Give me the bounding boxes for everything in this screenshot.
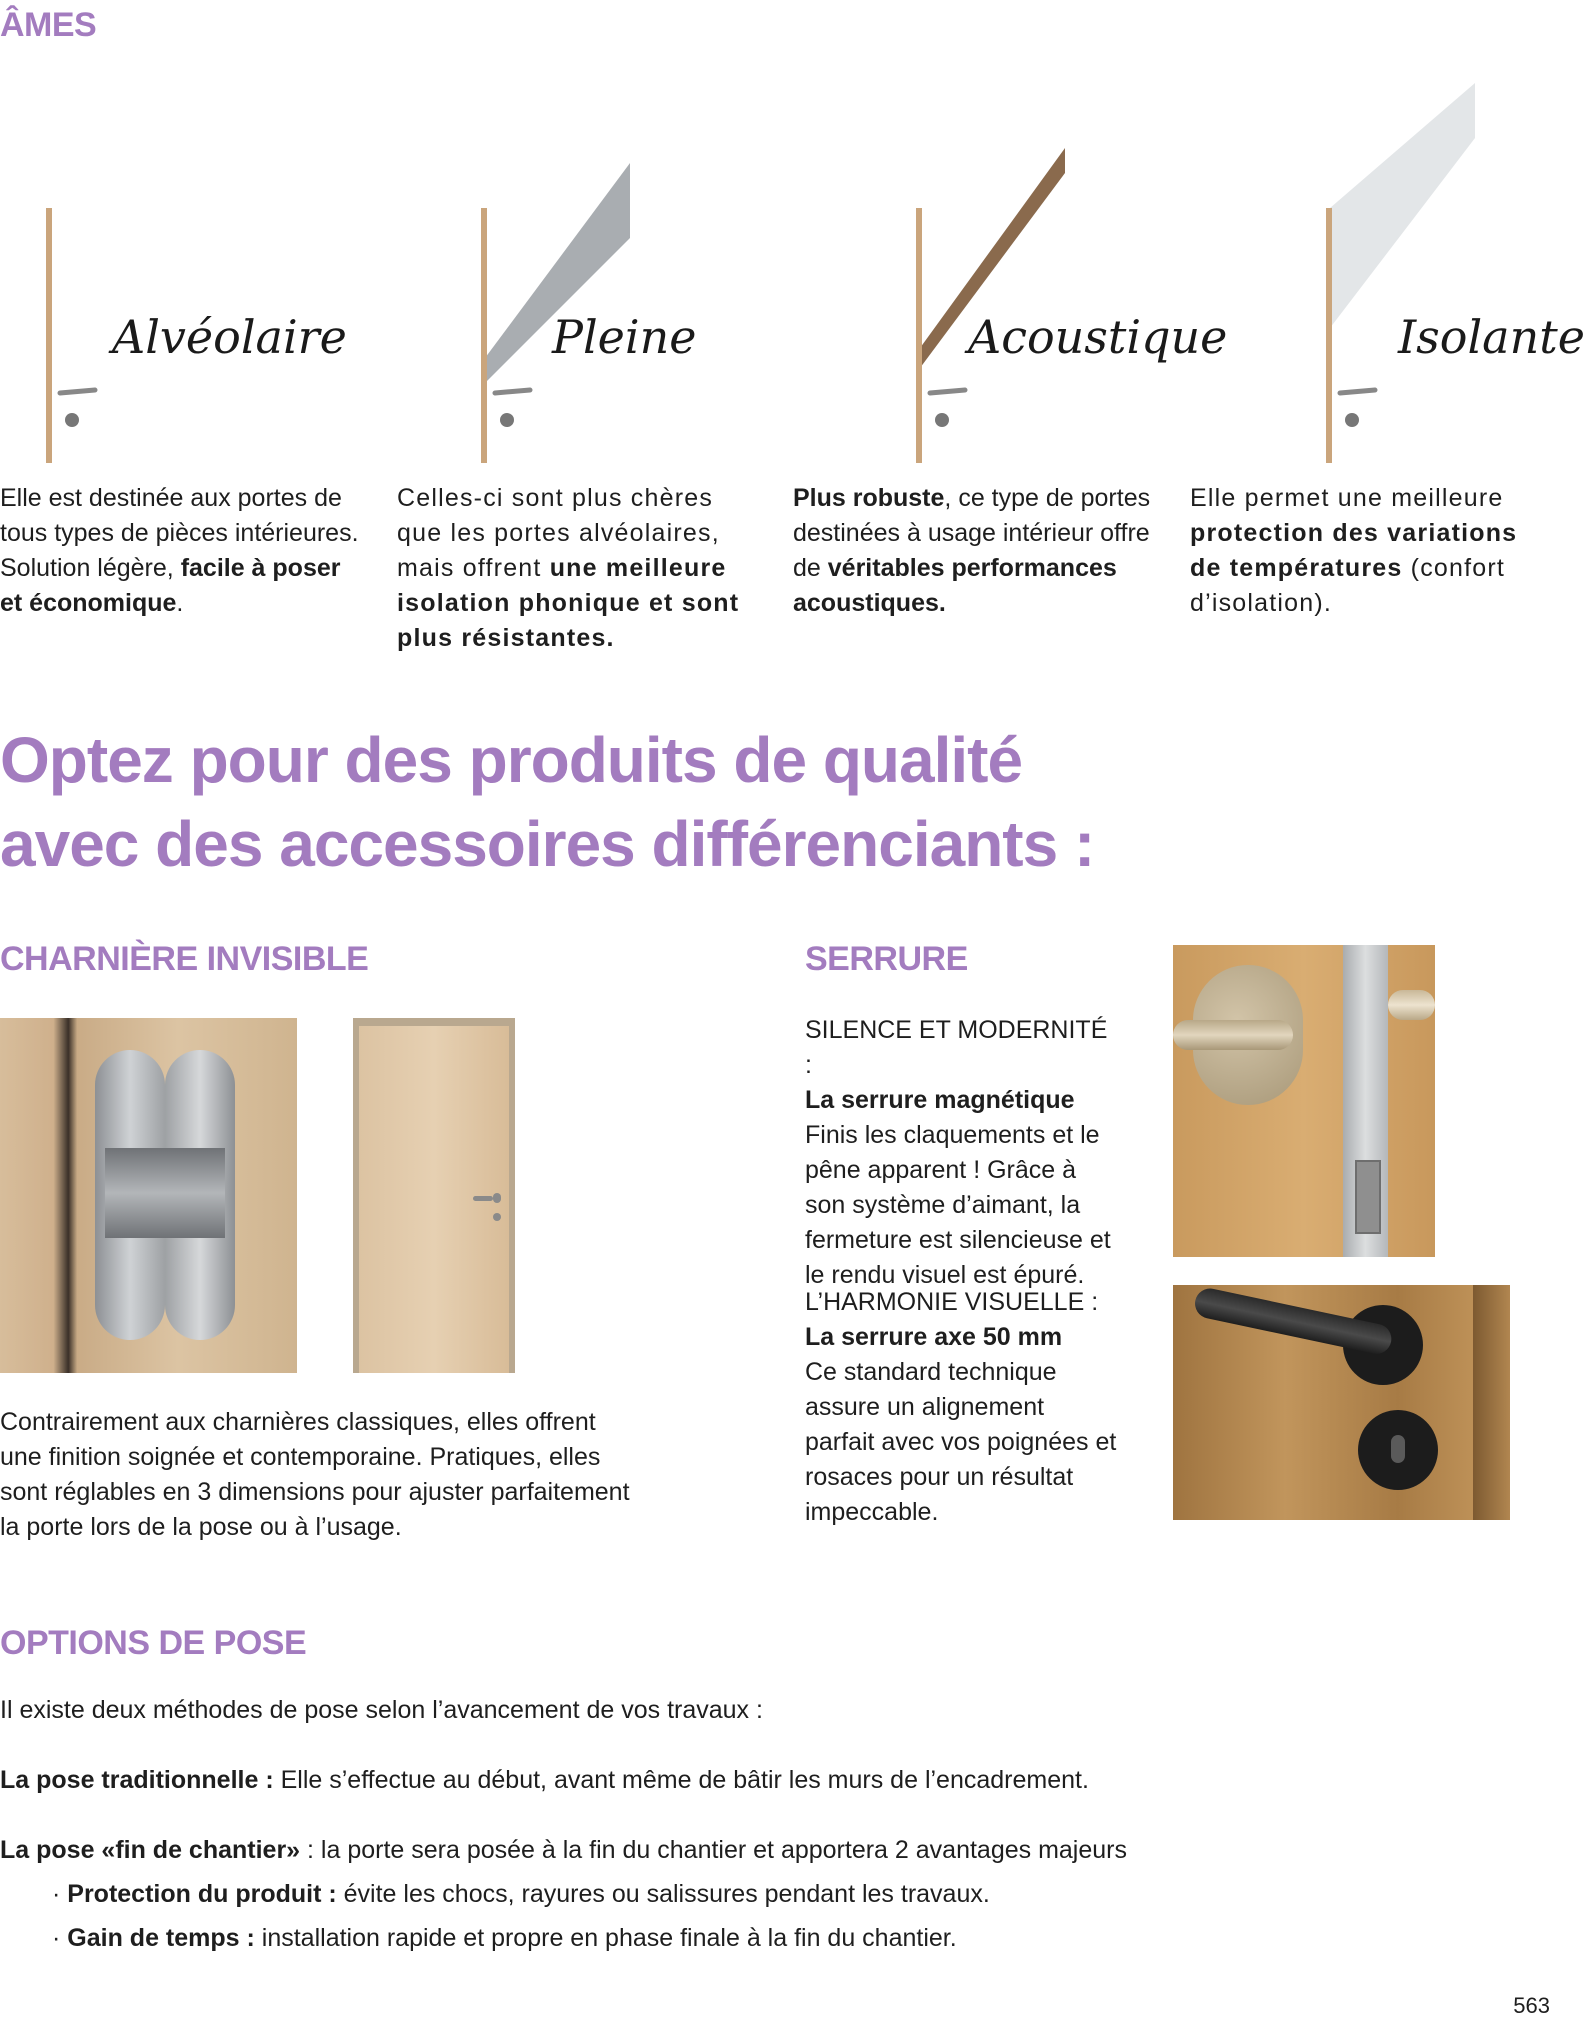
section-title-ames: ÂMES [0, 6, 97, 44]
hinge-description: Contrairement aux charnières classiques, elles offrent une finition soignée et contemporaine. Pratiques, elles sont réglables en 3 dimensions pour ajuster parfaitement la porte lors de la pose ou à l’usage. [0, 1408, 630, 1541]
lock-kicker-1: SILENCE ET MODERNITÉ : [805, 1016, 1108, 1079]
core-acoustique-image [910, 78, 1140, 473]
pose-fin-chantier: La pose «fin de chantier» : la porte sera posée à la fin du chantier et apportera 2 avantages majeurs [0, 1836, 1127, 1864]
core-caption-acoustique: Plus robuste, ce type de portes destinées à usage intérieur offre de véritables performances acoustiques. [793, 484, 1151, 617]
pose-traditionnelle-label: La pose traditionnelle : [0, 1766, 274, 1794]
pose-traditionnelle: La pose traditionnelle : Elle s’effectue au début, avant même de bâtir les murs de l’encadrement. [0, 1766, 1089, 1794]
core-label-isolante: Isolante [1398, 310, 1585, 364]
headline-line-2: avec des accessoires différenciants : [0, 808, 1095, 880]
lock-name-2: La serrure axe 50 mm [805, 1323, 1063, 1351]
lock-name-1: La serrure magnétique [805, 1086, 1075, 1114]
core-isolante-image [1320, 78, 1550, 473]
lock-text-2: Ce standard technique assure un alignement parfait avec vos poignées et rosaces pour un résultat impeccable. [805, 1358, 1117, 1526]
section-title-lock: SERRURE [805, 940, 968, 978]
core-label-alveolaire: Alvéolaire [112, 310, 347, 364]
core-caption-alveolaire: Elle est destinée aux portes de tous types de pièces intérieures. Solution légère, facile à poser et économique. [0, 484, 359, 617]
core-label-acoustique: Acoustique [968, 310, 1228, 364]
hinge-photo [0, 1018, 297, 1373]
lock-text-1: Finis les claquements et le pêne apparent ! Grâce à son système d’aimant, la fermeture est silencieuse et le rendu visuel est épuré. [805, 1121, 1111, 1289]
axe50-lock-photo [1173, 1285, 1510, 1520]
pose-bullet-gain: · Gain de temps : installation rapide et propre en phase finale à la fin du chantier. [52, 1924, 957, 1952]
pose-bullet-protection: · Protection du produit : évite les chocs, rayures ou salissures pendant les travaux. [52, 1880, 990, 1908]
page-number: 563 [1513, 1993, 1550, 2018]
section-title-hinge: CHARNIÈRE INVISIBLE [0, 940, 369, 978]
core-alveolaire-image [40, 78, 270, 473]
core-pleine-image [475, 78, 705, 473]
door-photo [353, 1018, 515, 1373]
core-caption-pleine: Celles-ci sont plus chères que les portes alvéolaires, mais offrent une meilleure isolation phonique et sont plus résistantes. [397, 484, 740, 652]
pose-fin-chantier-label: La pose «fin de chantier» [0, 1836, 301, 1864]
core-caption-isolante: Elle permet une meilleure protection des variations de températures (confort d’isolation). [1190, 484, 1518, 617]
lock-block-magnetic [805, 1013, 1120, 1293]
lock-block-axe50 [805, 1285, 1120, 1530]
headline [0, 718, 1094, 886]
core-label-pleine: Pleine [552, 310, 697, 364]
headline-line-1: Optez pour des produits de qualité [0, 724, 1023, 796]
pose-intro: Il existe deux méthodes de pose selon l’avancement de vos travaux : [0, 1696, 763, 1724]
magnetic-lock-photo [1173, 945, 1435, 1257]
section-title-pose: OPTIONS DE POSE [0, 1624, 307, 1662]
lock-kicker-2: L’HARMONIE VISUELLE : [805, 1288, 1099, 1316]
